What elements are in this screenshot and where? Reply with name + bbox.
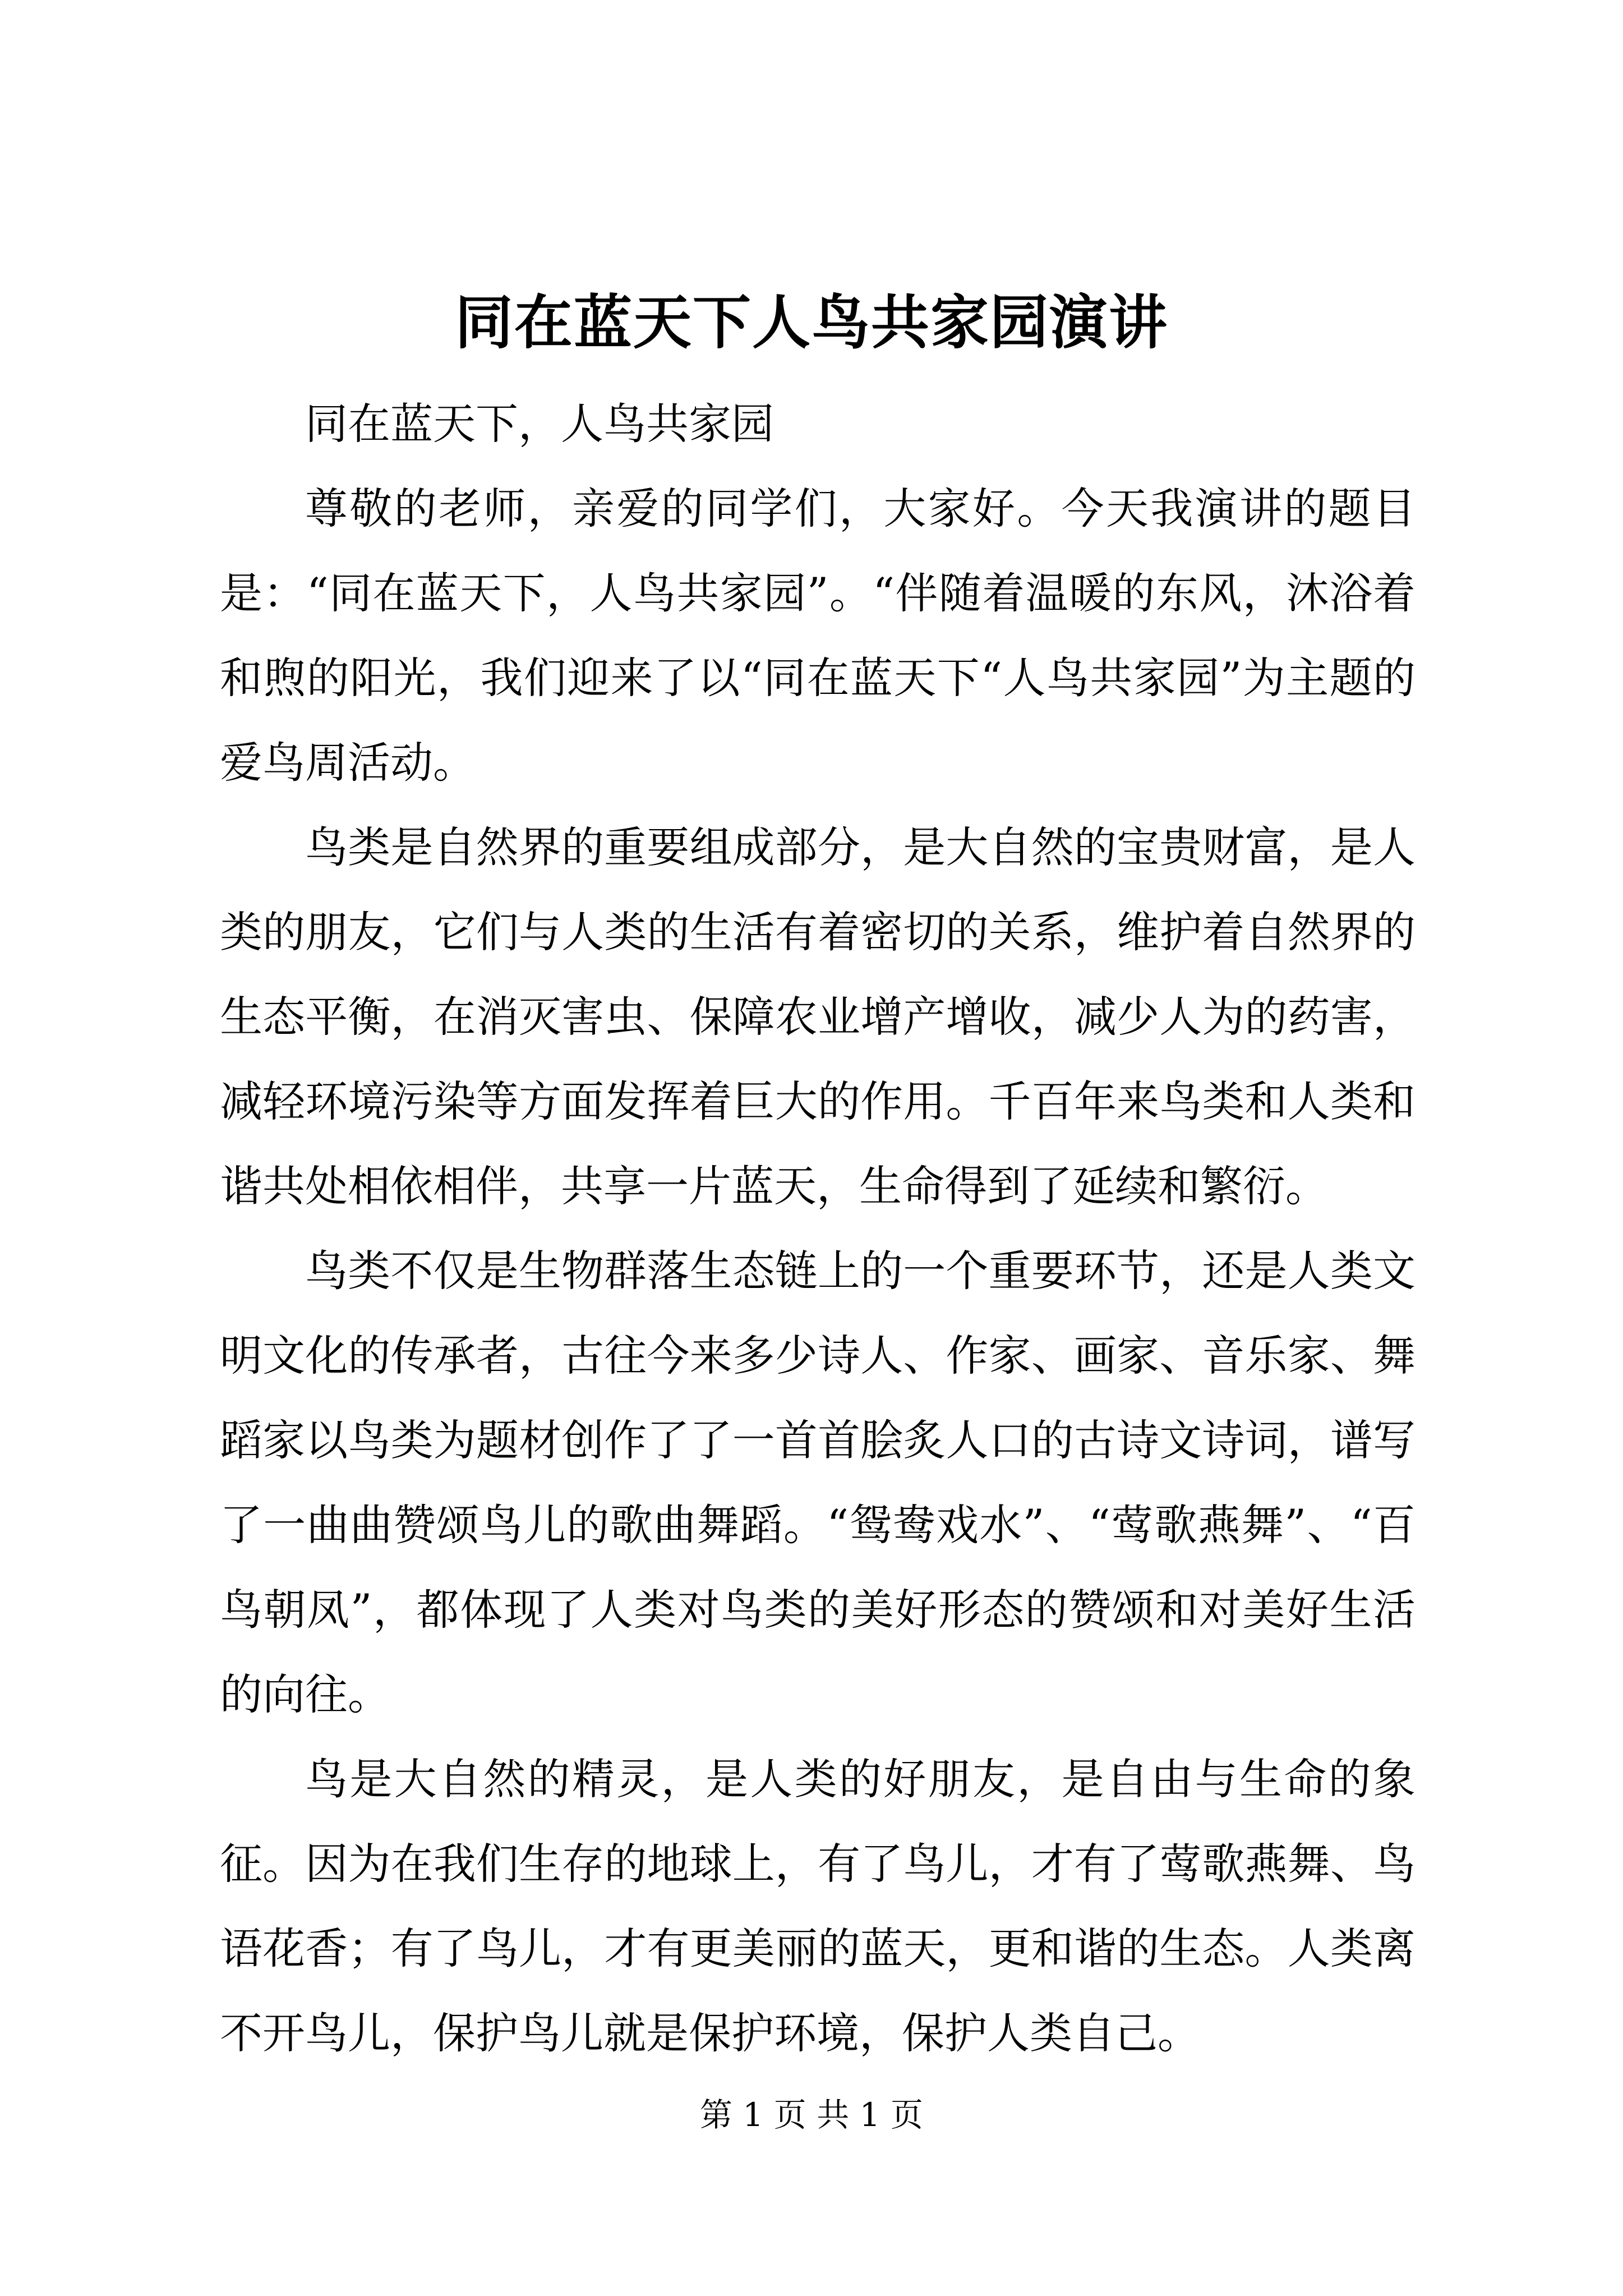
document-title: 同在蓝天下人鸟共家园演讲 [454,288,1168,357]
paragraph-greeting: 尊敬的老师，亲爱的同学们，大家好。今天我演讲的题目是：“同在蓝天下，人鸟共家园”。“伴随着温暖的东风，沐浴着和煦的阳光，我们迎来了以“同在蓝天下“人鸟共家园”为主题的爱鸟周活动。 [220,484,1415,788]
paragraph-birds-spirit: 鸟是大自然的精灵，是人类的好朋友，是自由与生命的象征。因为在我们生存的地球上，有了鸟儿，才有了莺歌燕舞、鸟语花香；有了鸟儿，才有更美丽的蓝天，更和谐的生态。人类离不开鸟儿，保护鸟儿就是保护环境，保护人类自己。 [220,1754,1415,2058]
paragraph-birds-nature: 鸟类是自然界的重要组成部分，是大自然的宝贵财富，是人类的朋友，它们与人类的生活有着密切的关系，维护着自然界的生态平衡，在消灭害虫、保障农业增产增收，减少人为的药害，减轻环境污染等方面发挥着巨大的作用。千百年来鸟类和人类和谐共处相依相伴，共享一片蓝天，生命得到了延续和繁衍。 [220,822,1415,1211]
paragraph-subtitle: 同在蓝天下，人鸟共家园 [305,399,774,449]
paragraph-birds-culture: 鸟类不仅是生物群落生态链上的一个重要环节，还是人类文明文化的传承者，古往今来多少诗人、作家、画家、音乐家、舞蹈家以鸟类为题材创作了了一首首脍炙人口的古诗文诗词，谱写了一曲曲赞颂鸟儿的歌曲舞蹈。“鸳鸯戏水”、“莺歌燕舞”、“百鸟朝凤”，都体现了人类对鸟类的美好形态的赞颂和对美好生活的向往。 [220,1246,1415,1719]
page-footer: 第 1 页 共 1 页 [700,2096,923,2134]
document-body [220,381,1415,2076]
